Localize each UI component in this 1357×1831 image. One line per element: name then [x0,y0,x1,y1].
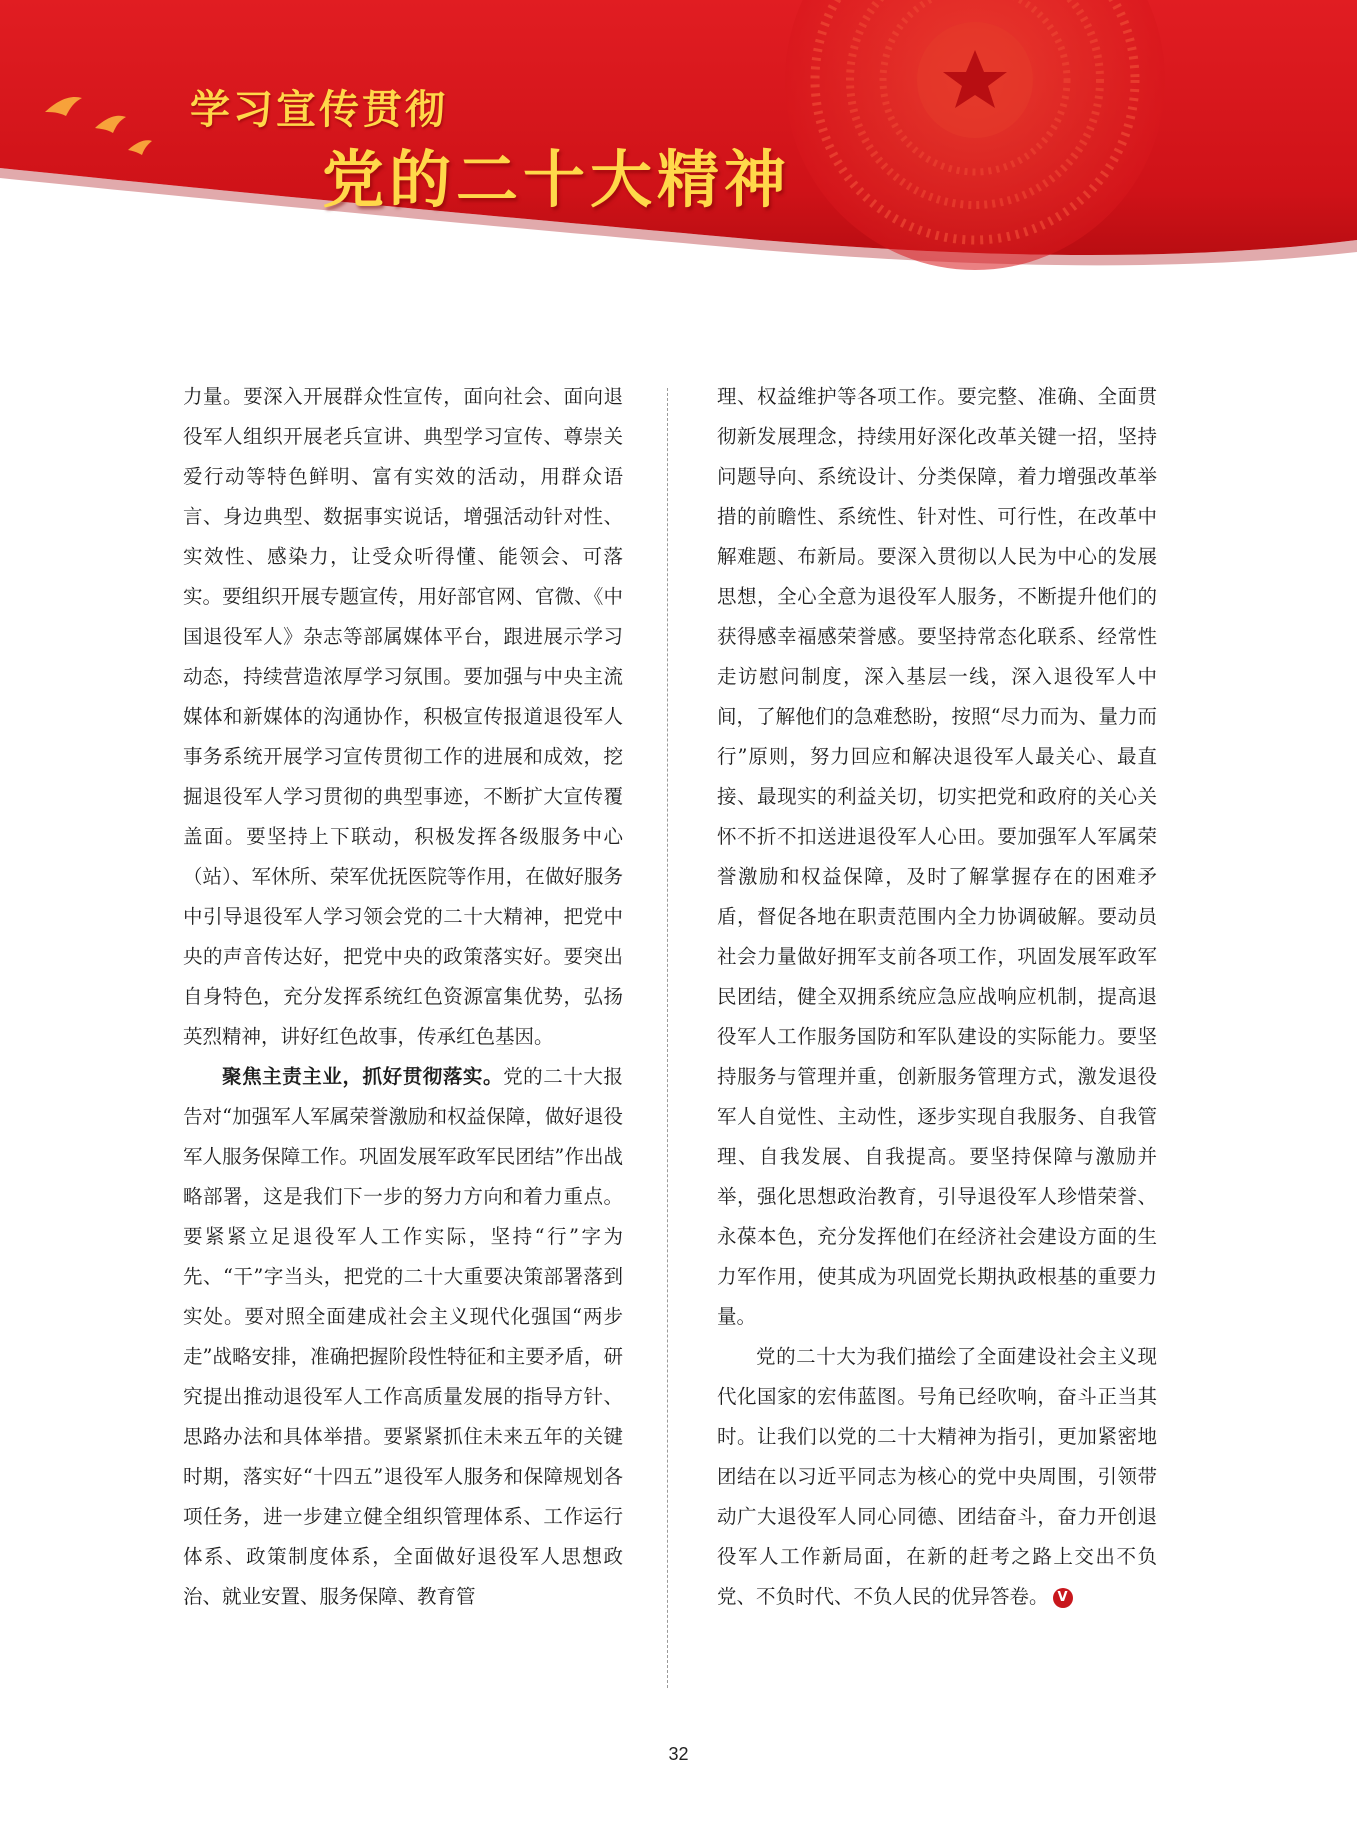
left-paragraph-2-text: 党的二十大报告对“加强军人军属荣誉激励和权益保障，做好退役军人服务保障工作。巩固发展军政军民团结”作出战略部署，这是我们下一步的努力方向和着力重点。要紧紧立足退役军人工作实际，坚持“行”字为先、“干”字当头，把党的二十大重要决策部署落到实处。要对照全面建成社会主义现代化强国“两步走”战略安排，准确把握阶段性特征和主要矛盾，研究提出推动退役军人工作高质量发展的指导方针、思路办法和具体举措。要紧紧抓住未来五年的关键时期，落实好“十四五”退役军人服务和保障规划各项任务，进一步建立健全组织管理体系、工作运行体系、政策制度体系，全面做好退役军人思想政治、就业安置、服务保障、教育管 [183,1065,623,1608]
page-number: 32 [668,1744,689,1764]
paragraph-lead-heading: 聚焦主责主业，抓好贯彻落实。 [222,1065,504,1088]
end-mark-icon: V [1053,1588,1073,1608]
left-paragraph-2 [183,1057,623,1617]
banner-title-line1: 学习宣传贯彻 [190,87,448,133]
banner-title-line2: 党的二十大精神 [322,143,792,216]
right-paragraph-2 [717,1337,1157,1617]
left-paragraph-1: 力量。要深入开展群众性宣传，面向社会、面向退役军人组织开展老兵宣讲、典型学习宣传、尊崇关爱行动等特色鲜明、富有实效的活动，用群众语言、身边典型、数据事实说话，增强活动针对性、实效性、感染力，让受众听得懂、能领会、可落实。要组织开展专题宣传，用好部官网、官微、《中国退役军人》杂志等部属媒体平台，跟进展示学习动态，持续营造浓厚学习氛围。要加强与中央主流媒体和新媒体的沟通协作，积极宣传报道退役军人事务系统开展学习宣传贯彻工作的进展和成效，挖掘退役军人学习贯彻的典型事迹，不断扩大宣传覆盖面。要坚持上下联动，积极发挥各级服务中心（站）、军休所、荣军优抚医院等作用，在做好服务中引导退役军人学习领会党的二十大精神，把党中央的声音传达好，把党中央的政策落实好。要突出自身特色，充分发挥系统红色资源富集优势，弘扬英烈精神，讲好红色故事，传承红色基因。 [183,385,623,1048]
right-paragraph-2-text: 党的二十大为我们描绘了全面建设社会主义现代化国家的宏伟蓝图。号角已经吹响，奋斗正当其时。让我们以党的二十大精神为指引，更加紧密地团结在以习近平同志为核心的党中央周围，引领带动广大退役军人同心同德、团结奋斗，奋力开创退役军人工作新局面，在新的赶考之路上交出不负党、不负时代、不负人民的优异答卷。 [717,1345,1157,1608]
left-column [183,377,623,1617]
column-divider [667,388,668,1688]
right-paragraph-1: 理、权益维护等各项工作。要完整、准确、全面贯彻新发展理念，持续用好深化改革关键一招，坚持问题导向、系统设计、分类保障，着力增强改革举措的前瞻性、系统性、针对性、可行性，在改革中解难题、布新局。要深入贯彻以人民为中心的发展思想，全心全意为退役军人服务，不断提升他们的获得感幸福感荣誉感。要坚持常态化联系、经常性走访慰问制度，深入基层一线，深入退役军人中间，了解他们的急难愁盼，按照“尽力而为、量力而行”原则，努力回应和解决退役军人最关心、最直接、最现实的利益关切，切实把党和政府的关心关怀不折不扣送进退役军人心田。要加强军人军属荣誉激励和权益保障，及时了解掌握存在的困难矛盾，督促各地在职责范围内全力协调破解。要动员社会力量做好拥军支前各项工作，巩固发展军政军民团结，健全双拥系统应急应战响应机制，提高退役军人工作服务国防和军队建设的实际能力。要坚持服务与管理并重，创新服务管理方式，激发退役军人自觉性、主动性，逐步实现自我服务、自我管理、自我发展、自我提高。要坚持保障与激励并举，强化思想政治教育，引导退役军人珍惜荣誉、永葆本色，充分发挥他们在经济社会建设方面的生力军作用，使其成为巩固党长期执政根基的重要力量。 [717,385,1157,1328]
right-column [717,377,1157,1617]
